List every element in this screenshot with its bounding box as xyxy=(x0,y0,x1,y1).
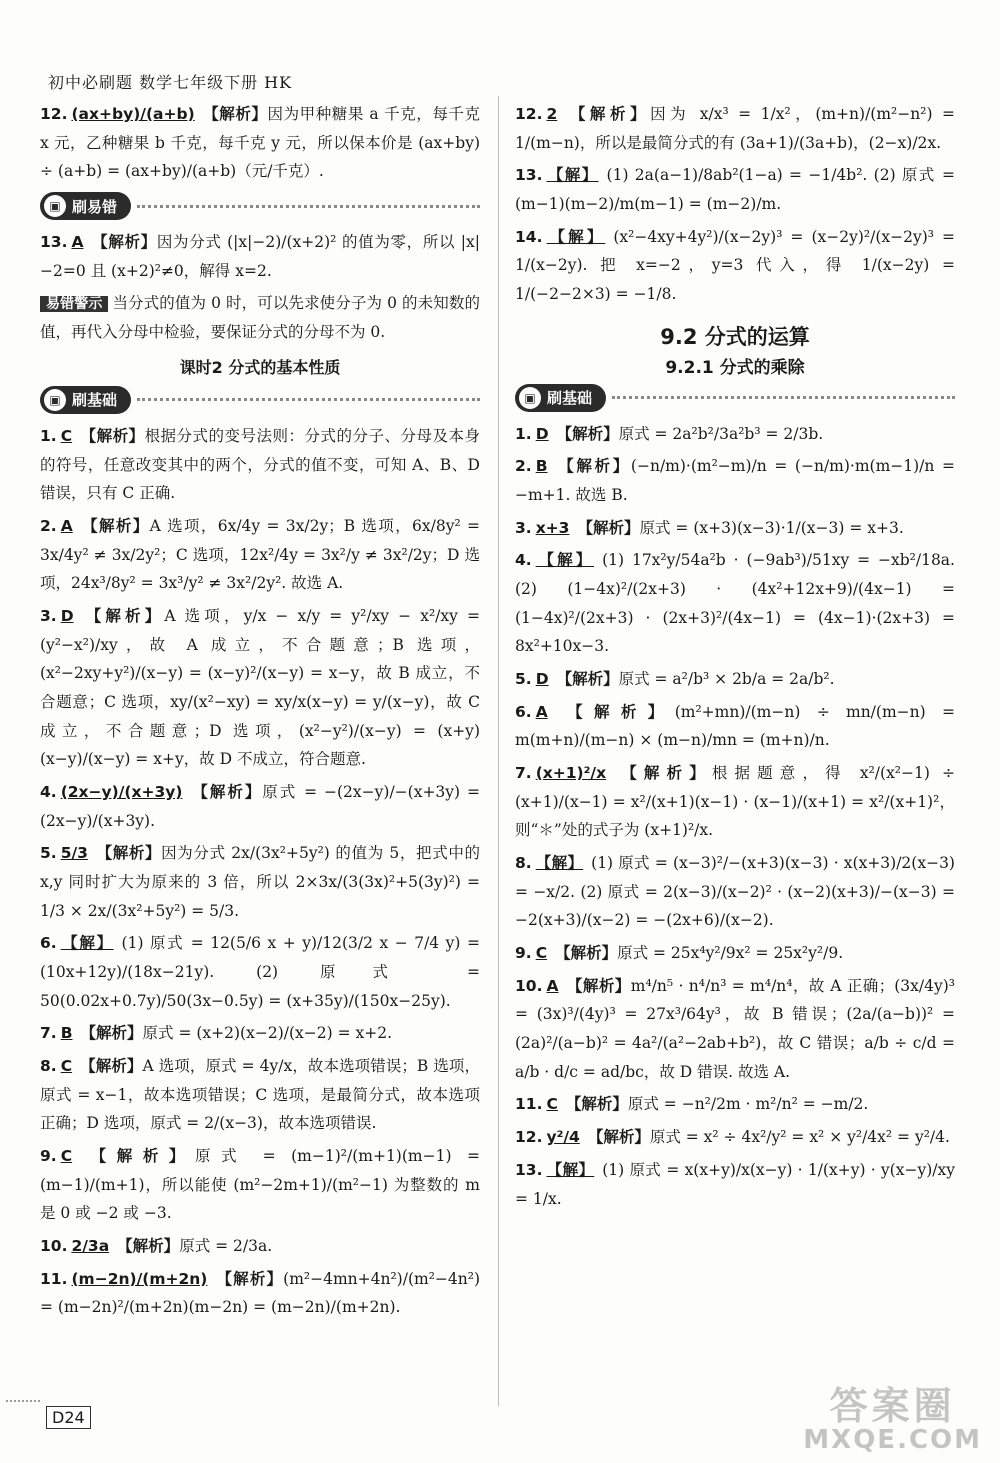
answer-choice: x+3 xyxy=(535,518,570,537)
banner-label: 刷基础 xyxy=(547,389,593,408)
analysis-tag: 【解析】 xyxy=(91,232,157,252)
question-number: 1. xyxy=(40,426,57,445)
question-item xyxy=(515,1156,955,1213)
solution-text: 原式 = (m−1)²/(m+1)(m−1) = (m−1)/(m+1)，所以能使 (m²−2m+1)/(m²−1) 为整数的 m 是 0 或 −2 或 −3. xyxy=(40,1147,480,1223)
subsection-title: 9.2.1 分式的乘除 xyxy=(665,357,805,378)
solution-text: 原式 = (x+3)(x−3)·1/(x−3) = x+3. xyxy=(639,518,904,537)
answer-choice: (m−2n)/(m+2n) xyxy=(71,1269,208,1288)
question-item xyxy=(40,929,480,1015)
question-number: 11. xyxy=(40,1269,68,1288)
question-number: 8. xyxy=(515,854,532,873)
question-number: 7. xyxy=(40,1024,57,1043)
question-item xyxy=(515,223,955,309)
analysis-tag: 【解析】 xyxy=(556,669,619,689)
question-item xyxy=(515,665,955,694)
solution-text: 根据分式的变号法则：分式的分子、分母及本身的符号，任意改变其中的两个，分式的值不变，可知 A、B、D 错误，只有 C 正确. xyxy=(40,426,480,503)
watermark xyxy=(803,1386,982,1454)
question-number: 7. xyxy=(515,764,532,783)
question-item xyxy=(40,422,480,508)
solution-text: A 选项，y/x − x/y = y²/xy − x²/xy = (y²−x²)/xy，故 A 成立，不合题意；B 选项，(x²−2xy+y²)/(x−y) = (x−y)²/(x−y) = x−y，故 B 成立，不合题意；C 选项，xy/(x²−xy) = xy/x(x−y) = y/(x−y)，故 C 成立，不合题意；D 选项，(x²−y²)/(x−y) = (x+y)(x−y)/(x−y) = x+y，故 D 不成立，符合题意. xyxy=(40,606,480,769)
question-item xyxy=(40,1232,480,1261)
answer-choice: 【解】 xyxy=(546,166,599,185)
section-title: 9.2 分式的运算 xyxy=(660,324,810,349)
dotted-rule xyxy=(137,398,480,401)
lesson-title: 课时2 分式的基本性质 xyxy=(179,357,341,377)
solution-text: (1) 17x²y/54a²b · (−9ab³)/51xy = −xb²/18a. (2) (1−4x)²/(2x+3) · (4x²+12x+9)/(4x−1) = (1−4x)²/(2x+3) · (2x+3)²/(4x−1) = (4x−1)·(2x+3) = 8x²+10x−3. xyxy=(515,551,955,656)
solution-text: (−n/m)·(m²−m)/n = (−n/m)·m(m−1)/n = −m+1. 故选 B. xyxy=(515,457,955,505)
book-icon: ▣ xyxy=(44,195,66,217)
left-column xyxy=(40,100,480,1326)
watermark-line-2: MXQE.COM xyxy=(803,1425,982,1455)
book-icon: ▣ xyxy=(519,387,541,409)
question-item xyxy=(515,1123,955,1152)
analysis-tag: 【解析】 xyxy=(566,975,631,995)
solution-text: A 选项，6x/4y = 3x/2y；B 选项，6x/8y² = 3x/4y² ≠ 3x/2y²；C 选项，12x²/4y = 3x²/y ≠ 3x²/2y；D 选项，24x³/8y² = 3x³/y² ≠ 3x²/2y². 故选 A. xyxy=(40,516,480,593)
answer-choice: 2/3a xyxy=(71,1237,110,1256)
analysis-tag: 【解析】 xyxy=(555,701,675,721)
analysis-tag: 【解析】 xyxy=(80,1056,143,1076)
question-item xyxy=(515,161,955,218)
question-item xyxy=(40,228,480,285)
page-edge-mark xyxy=(6,1400,40,1403)
answer-choice: D xyxy=(535,424,549,443)
question-number: 1. xyxy=(515,424,532,443)
question-item xyxy=(515,452,955,509)
analysis-tag: 【解析】 xyxy=(614,763,712,783)
section-banner xyxy=(40,386,480,414)
question-item xyxy=(515,849,955,935)
solution-text: (1) 原式 = (x−3)²/−(x+3)(x−3) · x(x+3)/2(x−3) = −x/2. (2) 原式 = 2(x−3)/(x−2)² · (x−2)(x+3)/−(x−3) = −2(x+3)/(x−2) = −(2x+6)/(x−2). xyxy=(515,854,955,930)
banner-label: 刷基础 xyxy=(72,391,118,410)
answer-choice: 【解】 xyxy=(546,1160,595,1179)
banner-badge xyxy=(40,386,131,414)
question-number: 5. xyxy=(515,670,532,689)
analysis-tag: 【解析】 xyxy=(80,1146,195,1166)
analysis-tag: 【解析】 xyxy=(215,1268,284,1288)
question-number: 12. xyxy=(40,105,68,123)
question-number: 10. xyxy=(515,976,543,995)
answer-choice: B xyxy=(60,1024,73,1043)
solution-text: 因为分式 2x/(3x²+5y²) 的值为 5，把式中的 x,y 同时扩大为原来的 3 倍，所以 2×3x/(3(3x)²+5(3y)²) = 1/3 × 2x/(3x²+5y²) = 5/3. xyxy=(40,844,480,920)
question-number: 13. xyxy=(515,166,543,185)
solution-text: 原式 = a²/b³ × 2b/a = 2a/b². xyxy=(618,670,835,689)
warning-label: 易错警示 xyxy=(40,296,108,312)
answer-choice: B xyxy=(535,457,548,476)
analysis-tag: 【解析】 xyxy=(202,104,268,123)
banner-badge xyxy=(40,192,131,220)
answer-choice: C xyxy=(546,1095,558,1114)
analysis-tag: 【解析】 xyxy=(95,843,162,863)
solution-text: 因为 x/x³ = 1/x²，(m+n)/(m²−n²) = 1/(m−n)，所以是最简分式的有 (3a+1)/(3a+b)，(2−x)/2x. xyxy=(515,105,955,152)
solution-text: 原式 = (x+2)(x−2)/(x−2) = x+2. xyxy=(142,1024,393,1043)
solution-text: (1) 2a(a−1)/8ab²(1−a) = −1/4b². (2) 原式 = (m−1)(m−2)/m(m−1) = (m−2)/m. xyxy=(515,166,955,214)
answer-choice: A xyxy=(71,233,84,252)
question-number: 4. xyxy=(515,551,532,570)
dotted-rule xyxy=(612,396,955,399)
question-number: 6. xyxy=(515,702,532,721)
page-number: D24 xyxy=(46,1406,91,1429)
question-item xyxy=(40,1052,480,1138)
section-banner xyxy=(40,192,480,220)
question-item xyxy=(515,939,955,968)
solution-text: 因为甲种糖果 a 千克，每千克 x 元，乙种糖果 b 千克，每千克 y 元，所以保本价是 (ax+by) ÷ (a+b) = (ax+by)/(a+b)（元/千克）. xyxy=(40,105,480,181)
question-item xyxy=(515,100,955,157)
solution-text: A 选项，原式 = 4y/x，故本选项错误；B 选项，原式 = x−1，故本选项错误；C 选项，是最简分式，故本选项正确；D 选项，原式 = 2/(x−3)，故本选项错误. xyxy=(40,1057,480,1133)
question-number: 13. xyxy=(515,1160,543,1179)
solution-text: 根据题意，得 x²/(x²−1) ÷ (x+1)/(x−1) = x²/(x+1)(x−1) · (x−1)/(x+1) = x²/(x+1)²，则“＊”处的式子为 (x+1)²/x. xyxy=(515,764,955,840)
answer-choice: A xyxy=(546,976,559,995)
error-warning-note xyxy=(40,289,480,347)
answer-choice: C xyxy=(60,1057,73,1076)
analysis-tag: 【解析】 xyxy=(565,104,651,123)
analysis-tag: 【解析】 xyxy=(80,1023,143,1043)
question-number: 4. xyxy=(40,782,57,801)
analysis-tag: 【解析】 xyxy=(80,515,150,535)
analysis-tag: 【解析】 xyxy=(80,425,145,445)
question-number: 5. xyxy=(40,844,57,863)
question-number: 11. xyxy=(515,1095,543,1114)
answer-choice: A xyxy=(60,516,73,535)
question-item xyxy=(515,420,955,449)
question-number: 10. xyxy=(40,1237,68,1256)
answer-choice: y²/4 xyxy=(546,1128,580,1147)
answer-choice: 【解】 xyxy=(60,934,114,953)
book-icon: ▣ xyxy=(44,389,66,411)
question-number: 12. xyxy=(515,105,543,123)
question-item xyxy=(515,759,955,845)
answer-choice: C xyxy=(60,1147,73,1166)
question-number: 9. xyxy=(40,1147,57,1166)
question-number: 6. xyxy=(40,934,57,953)
question-item xyxy=(40,1019,480,1048)
question-item xyxy=(515,698,955,755)
answer-choice: 2 xyxy=(546,105,558,123)
analysis-tag: 【解析】 xyxy=(117,1236,180,1256)
question-number: 2. xyxy=(40,516,57,535)
solution-text: 原式 = 2a²b²/3a²b³ = 2/3b. xyxy=(618,424,824,443)
solution-text: m⁴/n⁵ · n⁴/n³ = m⁴/n⁴，故 A 正确；(3x/4y)³ = (3x)³/(4y)³ = 27x³/64y³，故 B 错误；(2a/(a−b))² = (2a)²/(a−b)² = 4a²/(a²−2ab+b²)，故 C 错误；a/b ÷ c/d = a/b · d/c = ad/bc，故 D 错误. 故选 A. xyxy=(515,976,955,1081)
page-header: 初中必刷题 数学七年级下册 HK xyxy=(48,73,293,92)
answer-choice: (ax+by)/(a+b) xyxy=(71,105,195,123)
question-number: 9. xyxy=(515,944,532,963)
question-item xyxy=(40,1142,480,1228)
solution-text: (1) 原式 = 12(5/6 x + y)/12(3/2 x − 7/4 y) = (10x+12y)/(18x−21y). (2) 原式 = 50(0.02x+0.7y)/50(3x−0.5y) = (x+35y)/(150x−25y). xyxy=(40,934,480,1010)
question-item xyxy=(40,839,480,925)
solution-text: (x²−4xy+4y²)/(x−2y)³ = (x−2y)²/(x−2y)³ = 1/(x−2y). 把 x=−2，y=3 代入，得 1/(x−2y) = 1/(−2−2×3) = −1/8. xyxy=(515,227,955,304)
answer-choice: D xyxy=(535,670,549,689)
solution-text: 因为分式 (|x|−2)/(x+2)² 的值为零，所以 |x|−2=0 且 (x+2)²≠0，解得 x=2. xyxy=(40,233,480,280)
solution-text: 原式 = 25x⁴y²/9x² = 25x²y²/9. xyxy=(617,944,844,963)
answer-choice: C xyxy=(60,426,73,445)
answer-choice: (2x−y)/(x+3y) xyxy=(60,782,183,801)
solution-text: 原式 = 2/3a. xyxy=(179,1237,273,1256)
banner-badge xyxy=(515,384,606,412)
right-column xyxy=(515,100,955,1217)
banner-label: 刷易错 xyxy=(72,197,118,216)
question-number: 13. xyxy=(40,233,68,252)
answer-choice: (x+1)²/x xyxy=(535,764,607,783)
analysis-tag: 【解析】 xyxy=(577,517,640,537)
question-number: 3. xyxy=(40,606,57,625)
solution-text: 原式 = x² ÷ 4x²/y² = x² × y²/4x² = y²/4. xyxy=(649,1128,950,1147)
question-number: 3. xyxy=(515,518,532,537)
question-item xyxy=(40,512,480,598)
question-number: 2. xyxy=(515,457,532,476)
answer-choice: A xyxy=(535,702,548,721)
solution-text: (m²+mn)/(m−n) ÷ mn/(m−n) = m(m+n)/(m−n) × (m−n)/mn = (m+n)/n. xyxy=(515,702,955,750)
question-item xyxy=(40,100,480,186)
analysis-tag: 【解析】 xyxy=(555,943,618,963)
question-item xyxy=(515,1090,955,1119)
question-number: 8. xyxy=(40,1057,57,1076)
analysis-tag: 【解析】 xyxy=(556,423,619,443)
column-divider xyxy=(498,96,499,1406)
question-number: 12. xyxy=(515,1128,543,1147)
answer-choice: 【解】 xyxy=(535,551,595,570)
solution-text: 原式 = −(2x−y)/−(x+3y) = (2x−y)/(x+3y). xyxy=(40,782,480,830)
answer-choice: C xyxy=(535,944,548,963)
answer-choice: 5/3 xyxy=(60,844,88,863)
question-item xyxy=(515,514,955,543)
question-item xyxy=(515,546,955,661)
warning-text: 当分式的值为 0 时，可以先求使分子为 0 的未知数的值，再代入分母中检验，要保证分式的分母不为 0. xyxy=(40,294,480,342)
question-item xyxy=(40,1265,480,1322)
analysis-tag: 【解析】 xyxy=(190,781,263,801)
question-number: 14. xyxy=(515,227,543,246)
analysis-tag: 【解析】 xyxy=(81,605,165,625)
analysis-tag: 【解析】 xyxy=(587,1127,650,1147)
solution-text: 原式 = −n²/2m · m²/n² = −m/2. xyxy=(627,1095,869,1114)
solution-text: (1) 原式 = x(x+y)/x(x−y) · 1/(x+y) · y(x−y)/xy = 1/x. xyxy=(515,1160,955,1208)
section-banner xyxy=(515,384,955,412)
watermark-line-1: 答案圈 xyxy=(829,1384,956,1428)
analysis-tag: 【解析】 xyxy=(565,1094,628,1114)
dotted-rule xyxy=(137,205,480,208)
question-item xyxy=(515,972,955,1087)
analysis-tag: 【解析】 xyxy=(555,456,631,476)
answer-choice: 【解】 xyxy=(535,854,584,873)
answer-choice: 【解】 xyxy=(546,227,606,246)
question-item xyxy=(40,602,480,774)
question-item xyxy=(40,778,480,835)
answer-choice: D xyxy=(60,606,74,625)
solution-text: (m²−4mn+4n²)/(m²−4n²) = (m−2n)²/(m+2n)(m−2n) = (m−2n)/(m+2n). xyxy=(40,1269,480,1317)
